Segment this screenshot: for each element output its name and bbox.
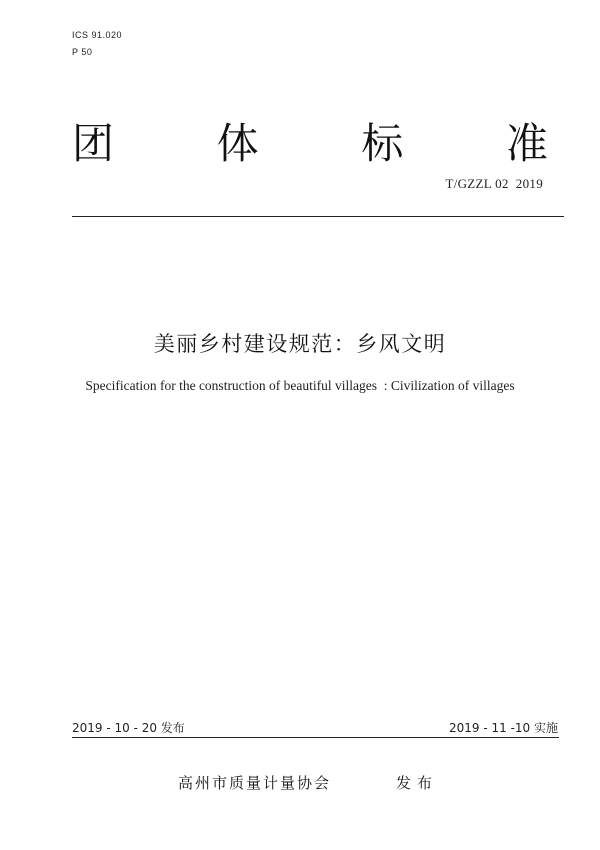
issue-label: 发布 <box>396 774 439 792</box>
footer-divider <box>72 737 559 738</box>
ics-code: ICS 91.020 <box>72 30 123 40</box>
ccs-code: P 50 <box>72 47 93 57</box>
standard-type-char: 标 <box>361 119 404 168</box>
standard-number: T/GZZL 02 2019 <box>445 176 543 191</box>
standard-type-char: 准 <box>505 119 548 168</box>
header-divider <box>72 216 564 217</box>
title-chinese: 美丽乡村建设规范：乡风文明 <box>153 332 447 356</box>
issuer-name: 高州市质量计量协会 <box>178 774 332 792</box>
publication-date: 2019 - 10 - 20 发布 <box>72 721 185 735</box>
title-english: Specification for the construction of beautiful villages : Civilization of villages <box>85 378 515 393</box>
standard-type-heading <box>72 118 548 170</box>
standard-type-char: 团 <box>72 119 115 168</box>
implementation-date: 2019 - 11 -10 实施 <box>449 721 558 735</box>
standard-type-char: 体 <box>216 119 259 168</box>
